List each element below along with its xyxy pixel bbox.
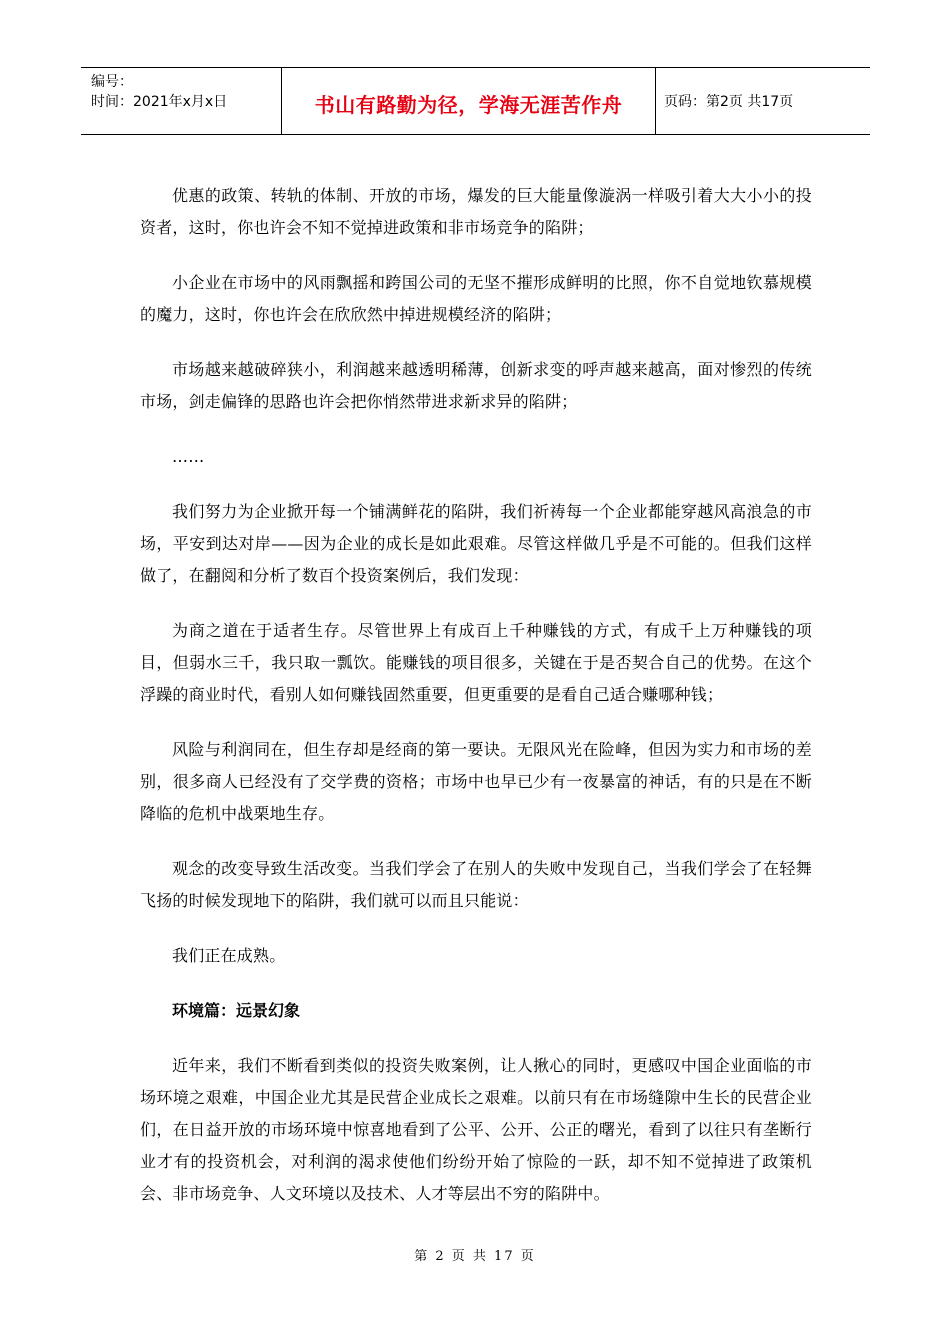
paragraph: 我们努力为企业掀开每一个铺满鲜花的陷阱，我们祈祷每一个企业都能穿越风高浪急的市场，平安到达对岸——因为企业的成长是如此艰难。尽管这样做几乎是不可能的。但我们这样做了，在翻阅和分析了数百个投资案例后，我们发现： [140, 502, 812, 585]
paragraph: 市场越来越破碎狭小，利润越来越透明稀薄，创新求变的呼声越来越高，面对惨烈的传统市场，剑走偏锋的思路也许会把你悄然带进求新求异的陷阱； [140, 360, 812, 411]
header-page-label: 页码：第2页 共17页 [664, 94, 794, 110]
document-number-label: 编号： [91, 74, 133, 90]
document-body [140, 180, 812, 1233]
paragraph: 近年来，我们不断看到类似的投资失败案例，让人揪心的同时，更感叹中国企业面临的市场环境之艰难，中国企业尤其是民营企业成长之艰难。以前只有在市场缝隙中生长的民营企业们，在日益开放的市场环境中惊喜地看到了公平、公开、公正的曙光，看到了以往只有垄断行业才有的投资机会，对利润的渴求使他们纷纷开始了惊险的一跃，却不知不觉掉进了政策机会、非市场竞争、人文环境以及技术、人才等层出不穷的陷阱中。 [140, 1056, 812, 1203]
paragraph: 风险与利润同在，但生存却是经商的第一要诀。无限风光在险峰，但因为实力和市场的差别，很多商人已经没有了交学费的资格；市场中也早已少有一夜暴富的神话，有的只是在不断降临的危机中战栗地生存。 [140, 740, 812, 823]
page-header [81, 67, 870, 135]
ellipsis-paragraph: …… [172, 447, 205, 466]
section-heading: 环境篇：远景幻象 [172, 1001, 301, 1020]
page-footer: 第 2 页 共 17 页 [414, 1249, 536, 1264]
header-page-cell [656, 68, 870, 134]
paragraph: 为商之道在于适者生存。尽管世界上有成百上千种赚钱的方式，有成千上万种赚钱的项目，但弱水三千，我只取一瓢饮。能赚钱的项目很多，关键在于是否契合自己的优势。在这个浮躁的商业时代，看别人如何赚钱固然重要，但更重要的是看自己适合赚哪种钱； [140, 621, 812, 704]
paragraph: 优惠的政策、转轨的体制、开放的市场，爆发的巨大能量像漩涡一样吸引着大大小小的投资者，这时，你也许会不知不觉掉进政策和非市场竞争的陷阱； [140, 186, 812, 237]
paragraph: 小企业在市场中的风雨飘摇和跨国公司的无坚不摧形成鲜明的比照，你不自觉地钦慕规模的魔力，这时，你也许会在欣欣然中掉进规模经济的陷阱； [140, 273, 812, 324]
header-motto-cell [282, 68, 656, 134]
header-motto: 书山有路勤为径，学海无涯苦作舟 [314, 92, 623, 117]
document-time-label: 时间：2021年x月x日 [91, 94, 228, 110]
paragraph: 观念的改变导致生活改变。当我们学会了在别人的失败中发现自己，当我们学会了在轻舞飞扬的时候发现地下的陷阱，我们就可以而且只能说： [140, 859, 812, 910]
paragraph: 我们正在成熟。 [172, 946, 286, 965]
header-meta [81, 68, 282, 134]
